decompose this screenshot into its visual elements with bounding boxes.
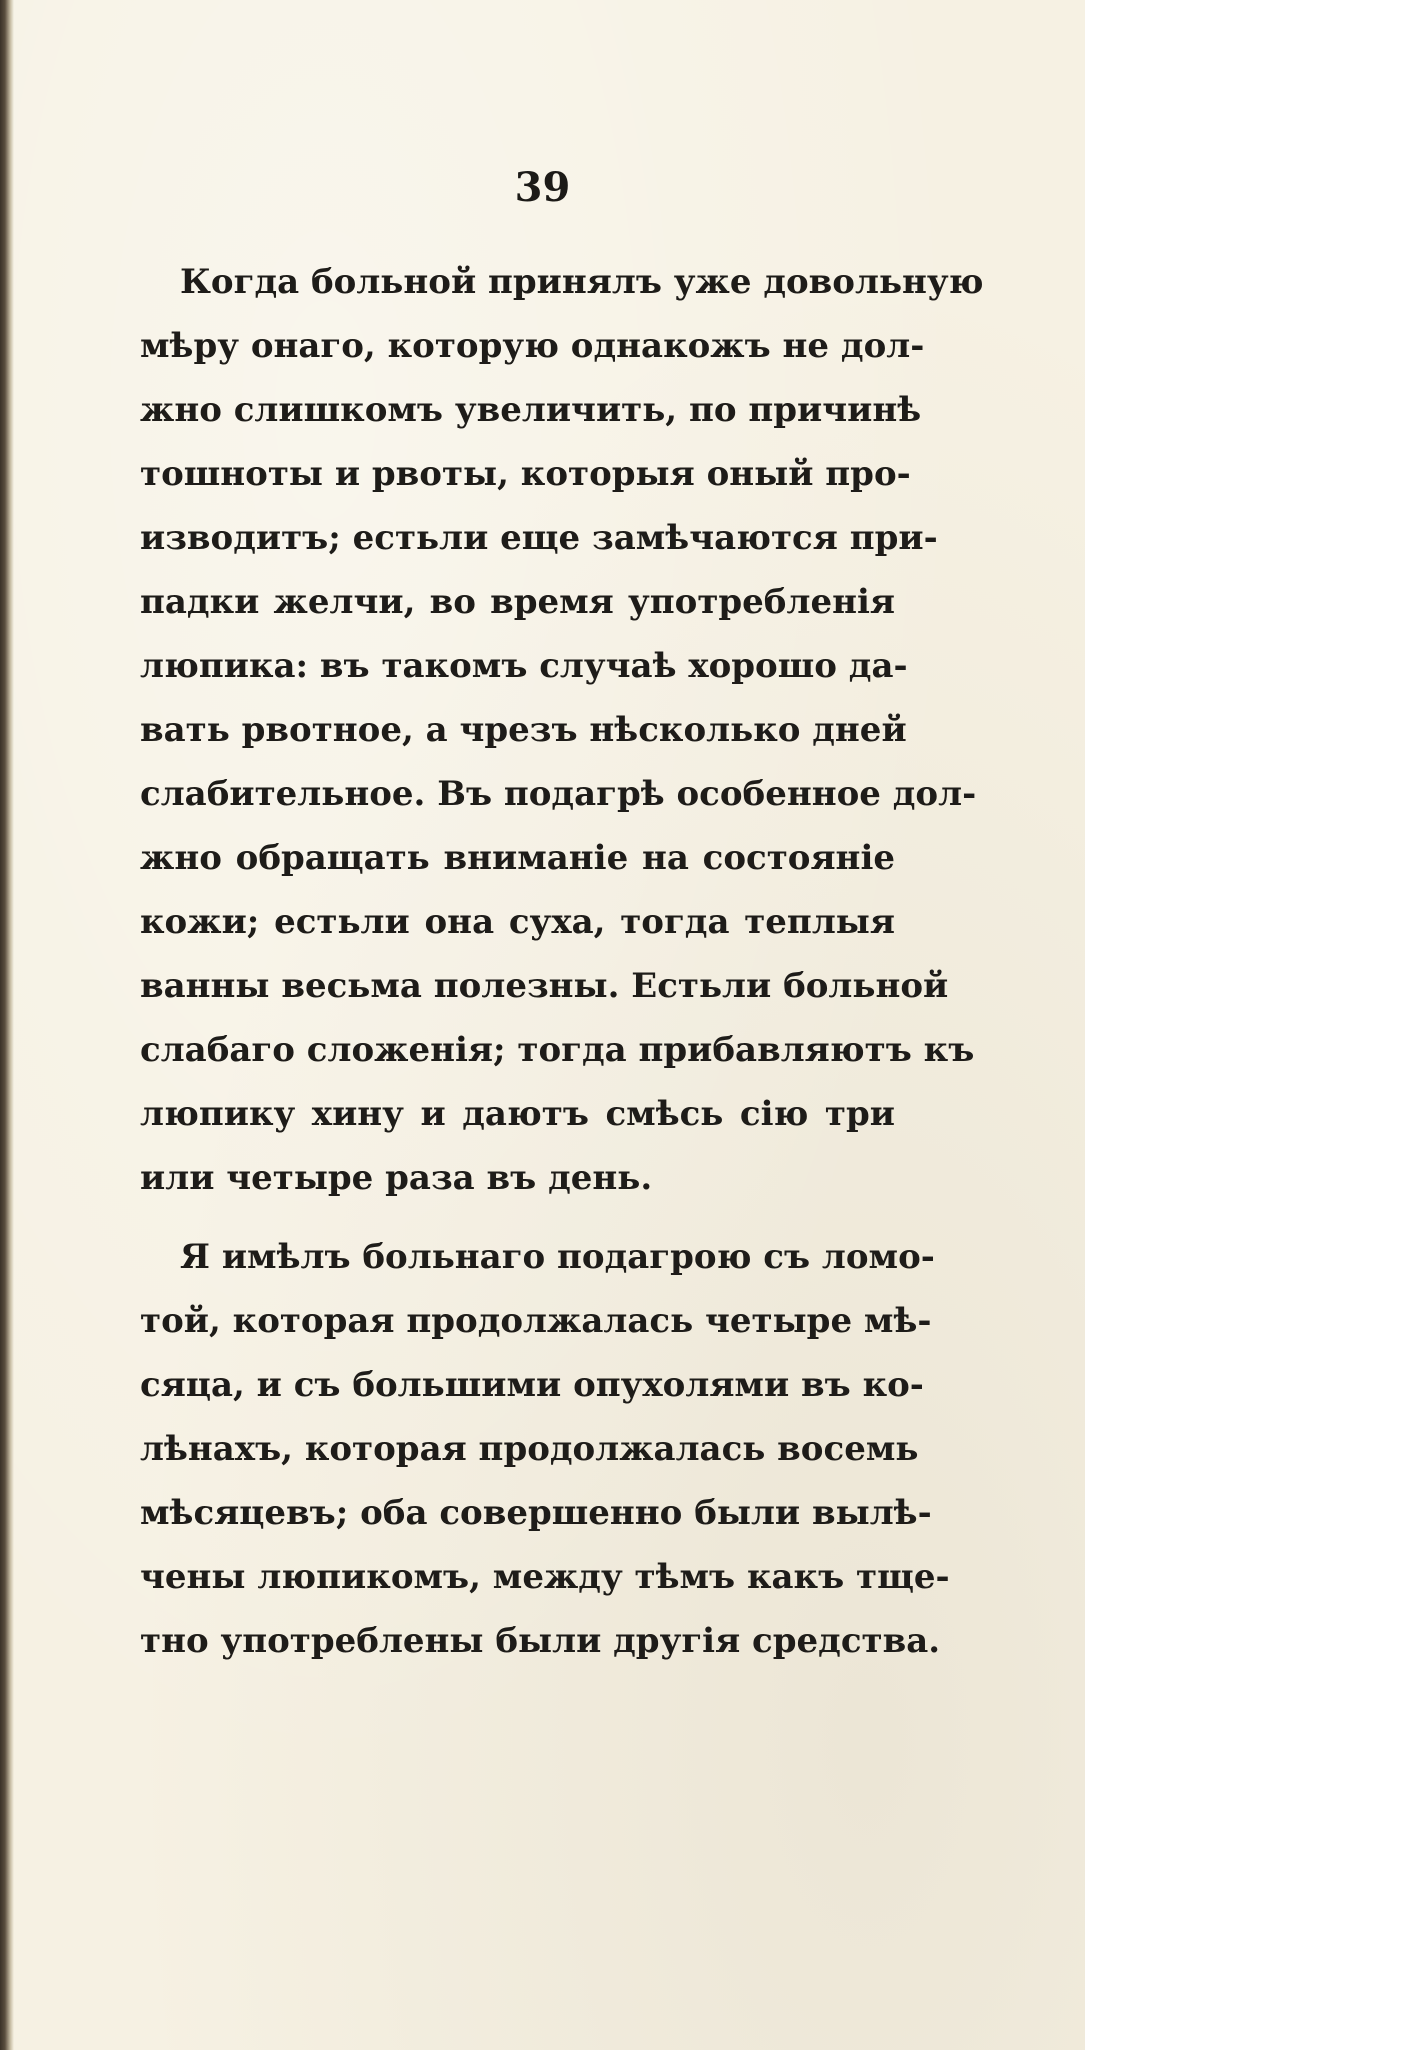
text-line: Когда больной принялъ уже довольную [180,262,984,302]
text-line: той, которая продолжалась четыре мѣ- [140,1301,932,1341]
text-line: мѣру онаго, которую однакожъ не дол- [140,326,925,366]
text-line: люпику хину и даютъ смѣсь сію три [140,1094,895,1134]
text-line: жно обращать вниманіе на состояніе [140,838,895,878]
text-line: лѣнахъ, которая продолжалась восемь [140,1429,919,1469]
text-line: тно употреблены были другія средства. [140,1621,941,1661]
text-line: слабаго сложенія; тогда прибавляютъ къ [140,1030,975,1070]
page-number: 39 [514,164,571,211]
text-line: вать рвотное, а чрезъ нѣсколько дней [140,710,907,750]
text-line: мѣсяцевъ; оба совершенно были вылѣ- [140,1493,932,1533]
text-line: кожи; естьли она суха, тогда теплыя [140,902,895,942]
page-spine-shadow [0,0,14,2050]
text-line: тошноты и рвоты, которыя оный про- [140,454,911,494]
text-line: сяца, и съ большими опухолями въ ко- [140,1365,924,1405]
text-line: чены люпикомъ, между тѣмъ какъ тще- [140,1557,950,1597]
text-line: или четыре раза въ день. [140,1158,653,1198]
text-line: слабительное. Въ подагрѣ особенное дол- [140,774,977,814]
text-line: изводитъ; естьли еще замѣчаются при- [140,518,938,558]
text-line: Я имѣлъ больнаго подагрою съ ломо- [180,1237,935,1277]
text-line: падки желчи, во время употребленія [140,582,895,622]
text-line: ванны весьма полезны. Естьли больной [140,966,949,1006]
text-line: жно слишкомъ увеличить, по причинѣ [140,390,922,430]
text-line: люпика: въ такомъ случаѣ хорошо да- [140,646,908,686]
